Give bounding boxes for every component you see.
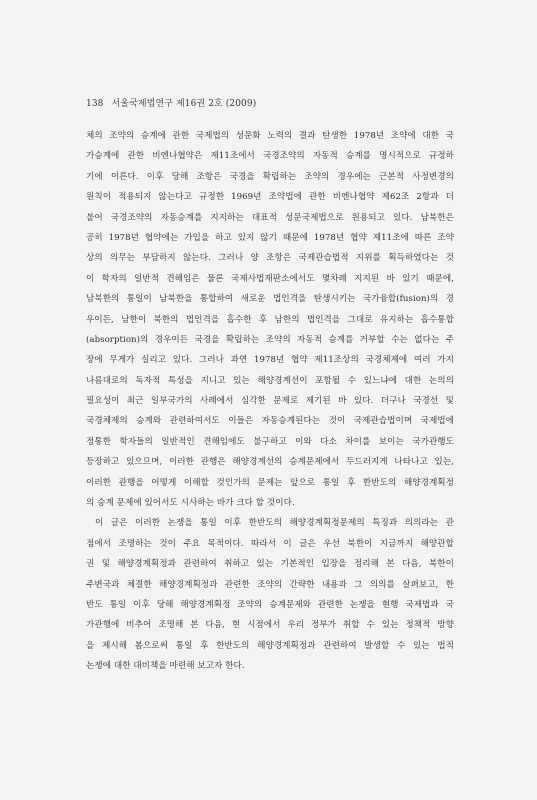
paragraph-2-line: 가관행에 비추어 조명해 본 다음, 현 시점에서 우리 정부가 취할 수 있는 정책적 방향 (86, 620, 454, 631)
paragraph-1-line: 공히 1978년 협약에는 가입을 하고 있지 않기 때문에 1978년 협약 제11조에 따른 조약 (86, 232, 454, 243)
paragraph-2-line: 이 글은 이러한 논쟁을 통일 이후 한반도의 해양경계획정문제의 특징과 의의라는 관 (95, 518, 454, 529)
paragraph-1-line: 가승계에 관한 비엔나협약은 제11조에서 국경조약의 자동적 승계를 명시적으로 규정하 (86, 151, 454, 162)
paragraph-1-line: 필요성이 최근 일부국가의 사례에서 심각한 문제로 제기된 바 있다. 더구나 국경선 및 (86, 396, 454, 407)
paragraph-1-line: 기에 이른다. 이후 당해 조항은 국경을 확립하는 조약의 경우에는 근본적 사정변경의 (86, 171, 454, 182)
paragraph-1-line: 이러한 관행을 어떻게 이해할 것인가의 문제는 앞으로 통일 후 한반도의 해양경계획정 (86, 477, 454, 488)
body-text (86, 126, 454, 677)
journal-title: 서울국제법연구 제16권 2호 (2009) (111, 99, 257, 109)
paragraph-2-line: 을 제시해 봄으로써 통일 후 한반도의 해양경계획정과 관련하여 발생할 수 있는 법적 (86, 640, 454, 651)
paragraph-1-line: 우이든, 남한이 북한의 법인격을 흡수한 후 남한의 법인격을 그대로 유지하는 흡수통합 (86, 314, 454, 325)
paragraph-2-line: 권 및 해양경계획정과 관련하여 취하고 있는 기본적인 입장을 정리해 본 다음, 북한이 (86, 559, 454, 570)
paragraph-2-line: 논쟁에 대한 대비책을 마련해 보고자 한다. (86, 661, 245, 672)
paragraph-1-line: 나름대로의 독자적 특성을 지니고 있는 해양경계선이 포함될 수 있느냐에 대한 논의의 (86, 375, 454, 386)
paragraph-1-line: 등장하고 있으므며, 이러한 관행은 해양경계선의 승계문제에서 두드러지게 나타나고 있는, (86, 457, 454, 468)
page-number: 138 (86, 99, 104, 109)
paragraph-2-line: 점에서 조명하는 것이 주요 목적이다. 따라서 이 글은 우선 북한이 지금까지 해양관할 (86, 538, 454, 549)
paragraph-1-line: 국경체제의 승계와 관련하여서도 이들은 자동승계된다는 것이 국제관습법이며 국제법에 (86, 416, 454, 427)
paragraph-1-line: 상의 의무는 부담하지 않는다. 그러나 양 조항은 국제관습법적 지위를 획득하였다는 것 (86, 253, 454, 264)
paragraph-1-line: 원칙이 적용되지 않는다고 규정한 1969년 조약법에 관한 비엔나협약 제62조 2항과 더 (86, 192, 454, 203)
paragraph-2-line: 주변국과 체결한 해양경계획정과 관련한 조약의 간략한 내용과 그 의의를 살펴보고, 한 (86, 579, 454, 590)
paragraph-1-line: 정통한 학자들의 일반적인 견해임에도 불구하고 이와 다소 차이를 보이는 국가관행도 (86, 436, 454, 447)
paragraph-1-line: 체의 조약의 승계에 관한 국제법의 성문화 노력의 결과 탄생한 1978년 조약에 대한 국 (86, 131, 454, 141)
paragraph-1-line: (absorption)의 경우이든 국경을 확립하는 조약의 자동적 승계를 거부할 수는 없다는 주 (86, 334, 454, 345)
paragraph-1-line: 장에 무게가 실리고 있다. 그러나 과연 1978년 협약 제11조상의 국경체제에 여러 가지 (86, 355, 454, 366)
paragraph-1-line: 이 학자의 일반적 견해임은 물론 국제사법재판소에서도 몇차례 지지된 바 있기 때문에, (86, 273, 454, 284)
paragraph-1-line: 의 승계 문제에 있어서도 시사하는 바가 크다 할 것이다. (86, 498, 295, 509)
paragraph-1-line: 불어 국경조약의 자동승계를 지지하는 대표적 성문국제법으로 원용되고 있다. 남북한은 (86, 212, 454, 223)
running-header (86, 96, 256, 109)
paragraph-2-line: 반도 통일 이후 당해 해양경계획정 조약의 승계문제와 관련한 논쟁을 현행 국제법과 국 (86, 599, 454, 610)
paragraph-1-line: 남북한의 통일이 남북한을 통합하여 새로운 법인격을 탄생시키는 국가융합(fusion)의 경 (86, 294, 454, 305)
